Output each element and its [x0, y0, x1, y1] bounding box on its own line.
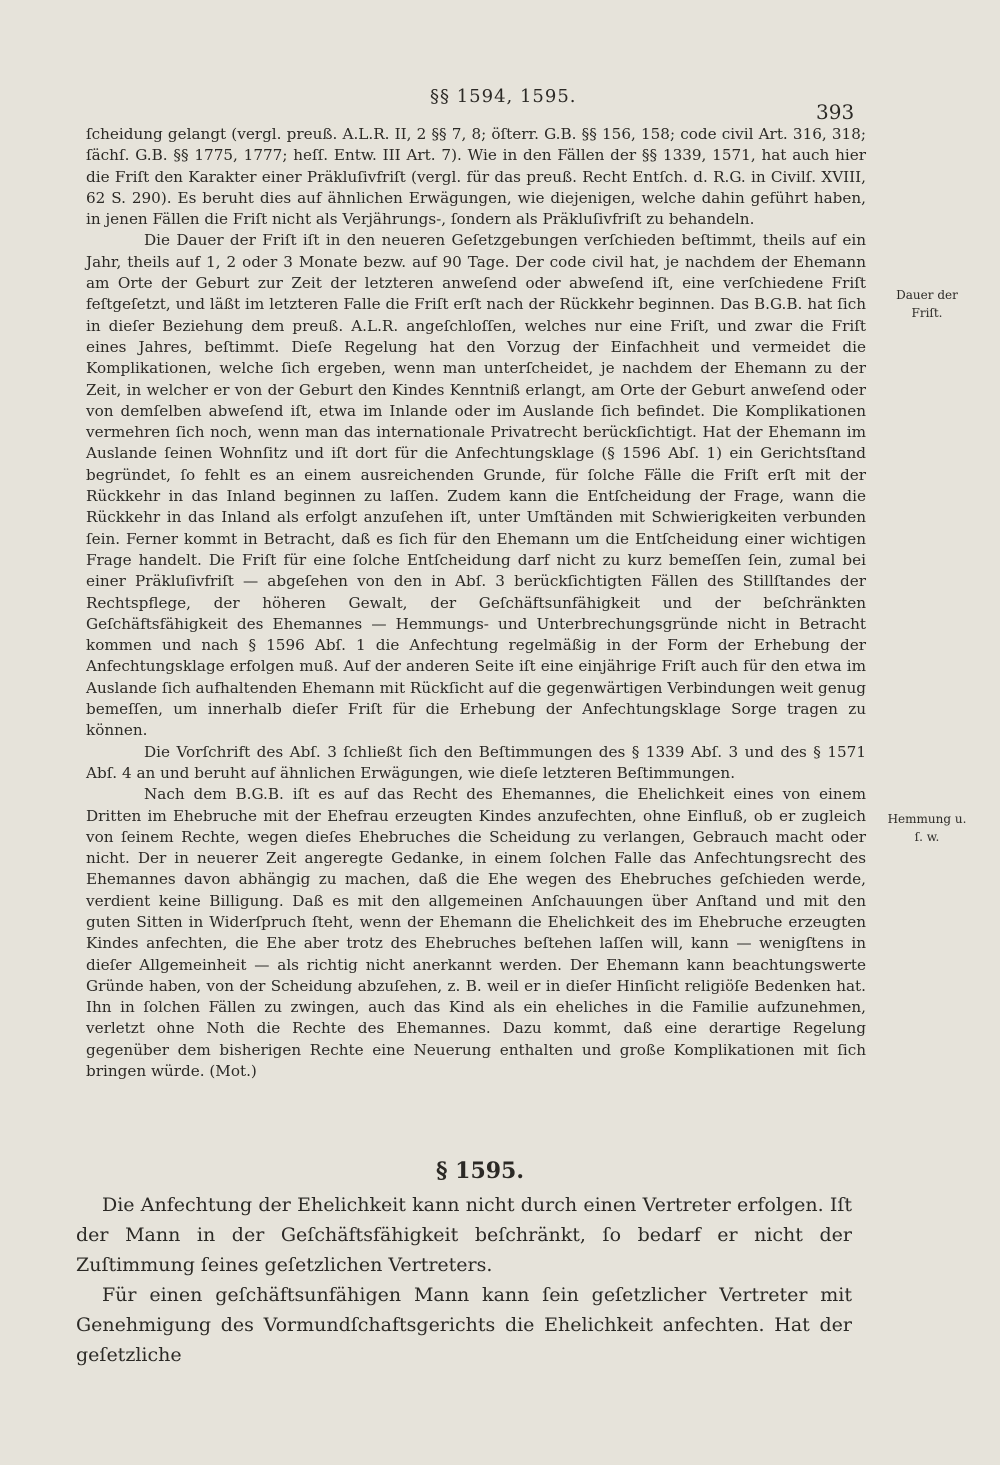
paragraph-adultery: Nach dem B.G.B. iſt es auf das Recht des Ehemannes, die Ehelichkeit eines von einem Dritten im Ehebruche mit der Ehefrau erzeugten Kindes anzufechten, ohne Einfluß, ob er zugleich von ſeinem Rechte, wegen dieſes Ehebruches die Scheidung zu verlangen, Gebrauch macht oder nicht. Der in neuerer Zeit angeregte Gedanke, in einem ſolchen Falle das Anfechtungsrecht des Ehemannes davon abhängig zu machen, daß die Ehe wegen des Ehebruches geſchieden werde, verdient keine Billigung. Daß es mit den allgemeinen Anſchauungen über Anſtand und mit den guten Sitten in Widerſpruch ſteht, wenn der Ehemann die Ehelichkeit des im Ehebruche erzeugten Kindes anfechten, die Ehe aber trotz des Ehebruches beſtehen laſſen will, kann — wenigſtens in dieſer Allgemeinheit — als richtig nicht anerkannt werden. Der Ehemann kann beachtungswerte Gründe haben, von der Scheidung abzuſehen, z. B. weil er in dieſer Hinſicht religiöſe Bedenken hat. Ihn in ſolchen Fällen zu zwingen, auch das Kind als ein eheliches in die Familie aufzunehmen, verletzt ohne Noth die Rechte des Ehemannes. Dazu kommt, daß eine derartige Regelung gegenüber dem bisherigen Rechte eine Neuerung enthalten und große Komplikationen mit ſich bringen würde. (Mot.) — [86, 785, 866, 1081]
statute-paragraph-1: Die Anfechtung der Ehelichkeit kann nicht durch einen Vertreter erfolgen. Iſt der Mann in der Geſchäftsfähigkeit beſchränkt, ſo bedarf er nicht der Zuſtimmung ſeines geſetzlichen Vertreters. — [76, 1194, 852, 1276]
page-header — [0, 86, 1000, 124]
margin-note-suspension: Hemmung u. ſ. w. — [887, 812, 967, 844]
section-heading: § 1595. — [435, 1158, 525, 1184]
commentary-text — [86, 124, 866, 1082]
statute-paragraph-2: Für einen geſchäftsunfähigen Mann kann ſein geſetzlicher Vertreter mit Genehmigung des Vormundſchaftsgerichts die Ehelichkeit anfechten. Hat der geſetzliche — [76, 1284, 852, 1366]
paragraph-continuation: ſcheidung gelangt (vergl. preuß. A.L.R. II, 2 §§ 7, 8; öſterr. G.B. §§ 156, 158; code civil Art. 316, 318; ſächſ. G.B. §§ 1775, 1777; heſſ. Entw. III Art. 7). Wie in den Fällen der §§ 1339, 1571, hat auch hier die Friſt den Karakter einer Präkluſivfriſt (vergl. für das preuß. Recht Entſch. d. R.G. in Civilſ. XVIII, 62 S. 290). Es beruht dies auf ähnlichen Erwägungen, wie diejenigen, welche dahin geführt haben, in jenen Fällen die Friſt nicht als Verjährungs-, ſondern als Präkluſivfriſt zu behandeln. — [86, 125, 866, 229]
page-number: 393 — [816, 100, 855, 124]
margin-note-duration: Dauer der Friſt. — [896, 288, 958, 320]
paragraph-duration: Die Dauer der Friſt iſt in den neueren Geſetzgebungen verſchieden beſtimmt, theils auf ein Jahr, theils auf 1, 2 oder 3 Monate bezw. auf 90 Tage. Der code civil hat, je nachdem der Ehemann am Orte der Geburt zur Zeit der letzteren anweſend oder abweſend iſt, eine verſchiedene Friſt feſtgeſetzt, und läßt im letzteren Falle die Friſt erſt nach der Rückkehr beginnen. Das B.G.B. hat ſich in dieſer Beziehung dem preuß. A.L.R. angeſchloſſen, welches nur eine Friſt, und zwar die Friſt eines Jahres, beſtimmt. Dieſe Regelung hat den Vorzug der Einfachheit und vermeidet die Komplikationen, welche ſich ergeben, wenn man unterſcheidet, je nachdem der Ehemann zu der Zeit, in welcher er von der Geburt den Kindes Kenntniß erlangt, am Orte der Geburt anweſend oder von demſelben abweſend iſt, etwa im Inlande oder im Auslande ſich befindet. Die Komplikationen vermehren ſich noch, wenn man das internationale Privatrecht berückſichtigt. Hat der Ehemann im Auslande ſeinen Wohnſitz und iſt dort für die Anfechtungsklage (§ 1596 Abſ. 1) ein Gerichtsſtand begründet, ſo fehlt es an einem ausreichenden Grunde, für ſolche Fälle die Friſt erſt mit der Rückkehr in das Inland beginnen zu laſſen. Zudem kann die Entſcheidung der Frage, wann die Rückkehr in das Inland als erfolgt anzuſehen iſt, unter Umſtänden mit Schwierigkeiten verbunden ſein. Ferner kommt in Betracht, daß es ſich für den Ehemann um die Entſcheidung einer wichtigen Frage handelt. Die Friſt für eine ſolche Entſcheidung darf nicht zu kurz bemeſſen ſein, zumal bei einer Präkluſivfriſt — abgeſehen von den in Abſ. 3 berückſichtigten Fällen des Stillſtandes der Rechtspflege, der höheren Gewalt, der Geſchäftsunfähigkeit und der beſchränkten Geſchäftsfähigkeit des Ehemannes — Hemmungs- und Unterbrechungsgründe nicht in Betracht kommen und nach § 1596 Abſ. 1 die Anfechtung regelmäßig in der Form der Erhebung der Anfechtungsklage erfolgen muß. Auf der anderen Seite iſt eine einjährige Friſt auch für den etwa im Auslande ſich aufhaltenden Ehemann mit Rückſicht auf die gegenwärtigen Verbindungen weit genug bemeſſen, um innerhalb dieſer Friſt für die Erhebung der Anfechtungsklage Sorge tragen zu können. — [86, 231, 866, 740]
paragraph-suspension: Die Vorſchrift des Abſ. 3 ſchließt ſich den Beſtimmungen des § 1339 Abſ. 3 und des § 1571 Abſ. 4 an und beruht auf ähnlichen Erwägungen, wie dieſe letzteren Beſtimmungen. — [86, 742, 866, 782]
statute-text — [76, 1190, 852, 1370]
running-head: §§ 1594, 1595. — [430, 86, 577, 107]
